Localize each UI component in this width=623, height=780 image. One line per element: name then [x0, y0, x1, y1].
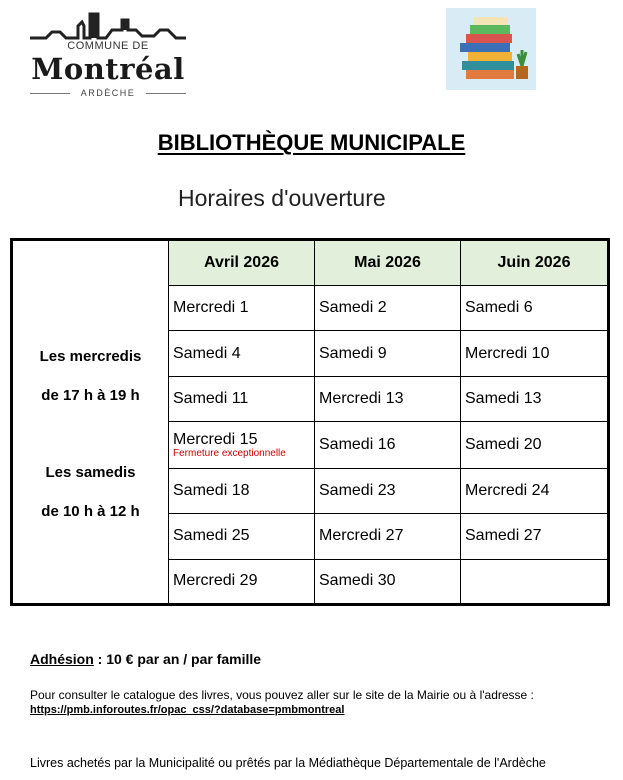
date-cell: Samedi 6: [461, 286, 609, 331]
date-cell: Mercredi 10: [461, 331, 609, 377]
membership-value: : 10 € par an / par famille: [93, 651, 262, 667]
date-cell: Mercredi 13: [315, 377, 461, 422]
date-cell: Samedi 27: [461, 513, 609, 559]
date-cell: [461, 559, 609, 604]
logo-commune-text: COMMUNE DE: [67, 40, 149, 52]
books-illustration: [446, 8, 536, 90]
wednesday-label: Les mercredis: [39, 348, 142, 365]
closure-note: Fermeture exceptionnelle: [173, 448, 286, 460]
membership-fee: [30, 651, 261, 667]
catalog-text: Pour consulter le catalogue des livres, vous pouvez aller sur le site de la Mairie ou à l'adresse :: [30, 688, 534, 702]
date-cell: Mercredi 29: [169, 559, 315, 604]
date-cell: Samedi 11: [169, 377, 315, 422]
stack-of-books-icon: [446, 8, 536, 90]
month-header: Juin 2026: [461, 240, 609, 286]
date-cell: Samedi 20: [461, 422, 609, 468]
opening-hours-cell: [12, 240, 169, 605]
date-cell: Samedi 13: [461, 377, 609, 422]
date-cell: Samedi 2: [315, 286, 461, 331]
date-cell: Samedi 25: [169, 513, 315, 559]
date-cell-closed: [169, 422, 315, 468]
logo-town-name: Montréal: [31, 52, 185, 86]
membership-label: Adhésion: [30, 651, 94, 667]
date-cell: Samedi 30: [315, 559, 461, 604]
table-header-row: [12, 240, 609, 286]
wednesday-hours: de 17 h à 19 h: [41, 387, 140, 404]
date-cell: Mercredi 1: [169, 286, 315, 331]
saturday-label: Les samedis: [45, 464, 136, 481]
schedule-table: [10, 238, 610, 606]
date-cell: Mercredi 24: [461, 468, 609, 513]
saturday-hours: de 10 h à 12 h: [41, 503, 140, 520]
logo-department: ARDÈCHE: [80, 88, 136, 98]
catalog-info: [30, 688, 534, 718]
footer-note: Livres achetés par la Municipalité ou prêtés par la Médiathèque Départementale de l'Ardèche: [30, 756, 546, 770]
date-cell: Samedi 4: [169, 331, 315, 377]
date-cell: Samedi 16: [315, 422, 461, 468]
page-title: BIBLIOTHÈQUE MUNICIPALE: [157, 130, 466, 155]
closed-date: Mercredi 15: [173, 431, 258, 449]
date-cell: Samedi 9: [315, 331, 461, 377]
date-cell: Samedi 23: [315, 468, 461, 513]
date-cell: Samedi 18: [169, 468, 315, 513]
catalog-link[interactable]: https://pmb.inforoutes.fr/opac_css/?database=pmbmontreal: [30, 704, 345, 716]
page-subtitle: Horaires d'ouverture: [178, 185, 386, 211]
month-header: Avril 2026: [169, 240, 315, 286]
month-header: Mai 2026: [315, 240, 461, 286]
commune-logo: [26, 8, 190, 96]
date-cell: Mercredi 27: [315, 513, 461, 559]
